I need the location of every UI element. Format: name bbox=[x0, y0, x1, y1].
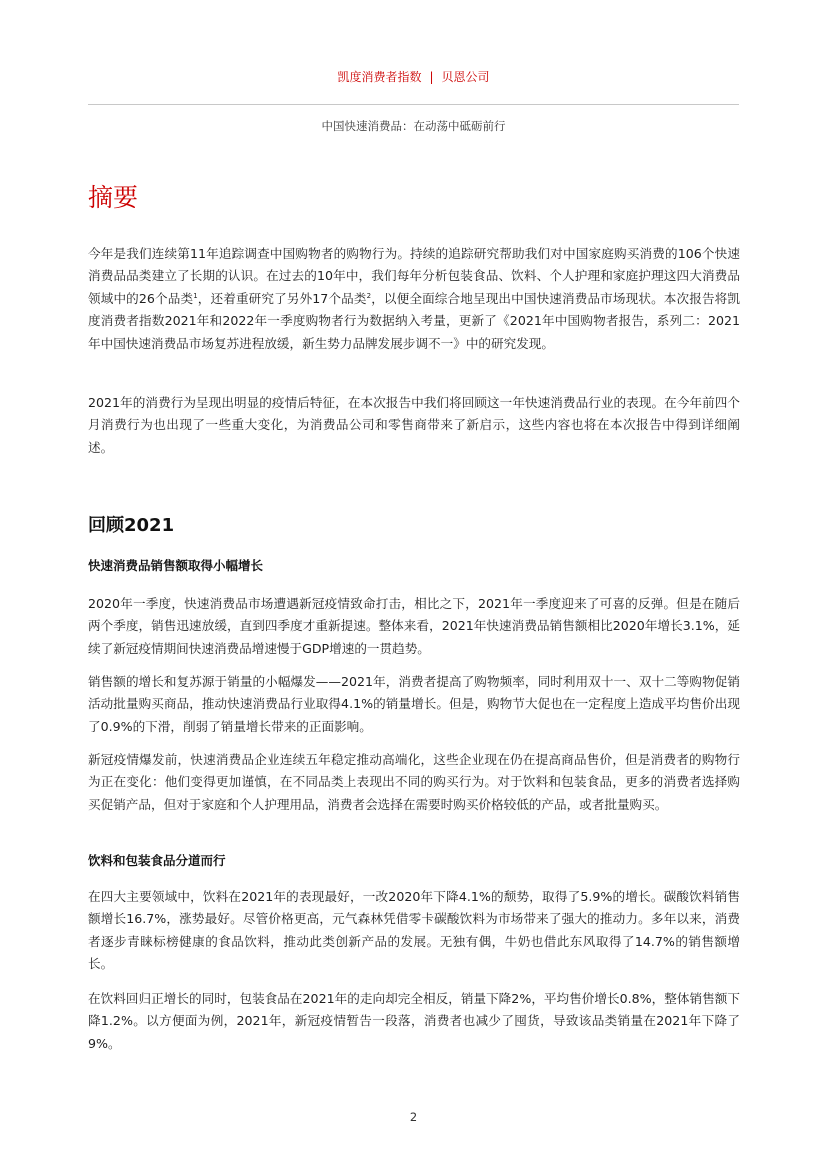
summary-p1-part-a: 今年是我们连续第11年追踪调查中国购物者的购物行为。持续的追踪研究帮助我们对中国家庭购买消费的106个快速消费品品类建立了长期的认识。在过去的10年中，我们每年分析包装食品、饮料、个人护理和家庭护理这四大消费品领域中的26个品类 bbox=[88, 246, 740, 306]
summary-p1-part-b: ，还着重研究了另外17个品类 bbox=[197, 290, 367, 306]
subheading-beverage-food: 饮料和包装食品分道而行 bbox=[88, 853, 226, 868]
summary-paragraph-2: 2021年的消费行为呈现出明显的疫情后特征，在本次报告中我们将回顾这一年快速消费品行业的表现。在今年前四个月消费行为也出现了一些重大变化，为消费品公司和零售商带来了新启示，这些内容也将在本次报告中得到详细阐述。 bbox=[88, 395, 740, 455]
review-paragraph-3: 新冠疫情爆发前，快速消费品企业连续五年稳定推动高端化，这些企业现在仍在提高商品售价，但是消费者的购物行为正在变化：他们变得更加谨慎，在不同品类上表现出不同的购买行为。对于饮料和包装食品，更多的消费者选择购买促销产品，但对于家庭和个人护理用品，消费者会选择在需要时购买价格较低的产品，或者批量购买。 bbox=[88, 752, 740, 812]
header-brand: 凯度消费者指数 bbox=[337, 70, 422, 84]
section-title-review: 回顾2021 bbox=[88, 515, 175, 536]
subheading-sales-growth: 快速消费品销售额取得小幅增长 bbox=[88, 558, 264, 573]
running-header bbox=[0, 69, 827, 85]
review-paragraph-5: 在饮料回归正增长的同时，包装食品在2021年的走向却完全相反，销量下降2%，平均售价增长0.8%，整体销售额下降1.2%。以方便面为例，2021年，新冠疫情暂告一段落，消费者也减少了囤货，导致该品类销量在2021年下降了9%。 bbox=[88, 991, 740, 1051]
footnote-ref-1[interactable]: 1 bbox=[193, 291, 198, 300]
page-number: 2 bbox=[409, 1110, 418, 1124]
review-paragraph-4: 在四大主要领域中，饮料在2021年的表现最好，一改2020年下降4.1%的颓势，取得了5.9%的增长。碳酸饮料销售额增长16.7%，涨势最好。尽管价格更高，元气森林凭借零卡碳酸饮料为市场带来了强大的推动力。多年以来，消费者逐步青睐标榜健康的食品饮料，推动此类创新产品的发展。无独有偶，牛奶也借此东风取得了14.7%的销售额增长。 bbox=[88, 889, 740, 972]
review-paragraph-1: 2020年一季度，快速消费品市场遭遇新冠疫情致命打击，相比之下，2021年一季度迎来了可喜的反弹。但是在随后两个季度，销售迅速放缓，直到四季度才重新提速。整体来看，2021年快速消费品销售额相比2020年增长3.1%，延续了新冠疫情期间快速消费品增速慢于GDP增速的一贯趋势。 bbox=[88, 596, 740, 656]
header-divider bbox=[88, 104, 739, 105]
report-subtitle: 中国快速消费品：在动荡中砥砺前行 bbox=[321, 119, 506, 133]
summary-p1-part-c: ，以便全面综合地呈现出中国快速消费品市场现状。本次报告将凯度消费者指数2021年和2022年一季度购物者行为数据纳入考量，更新了《2021年中国购物者报告，系列二：2021年中国快速消费品市场复苏进程放缓，新生势力品牌发展步调不一》中的研究发现。 bbox=[88, 290, 740, 351]
summary-paragraph-1 bbox=[88, 243, 740, 355]
section-title-summary: 摘要 bbox=[88, 183, 139, 212]
footnote-ref-2[interactable]: 2 bbox=[366, 291, 372, 300]
header-separator: | bbox=[429, 70, 434, 84]
review-paragraph-2: 销售额的增长和复苏源于销量的小幅爆发——2021年，消费者提高了购物频率，同时利用双十一、双十二等购物促销活动批量购买商品，推动快速消费品行业取得4.1%的销量增长。但是，购物节大促也在一定程度上造成平均售价出现了0.9%的下滑，削弱了销量增长带来的正面影响。 bbox=[88, 674, 740, 734]
header-company: 贝恩公司 bbox=[441, 70, 490, 84]
